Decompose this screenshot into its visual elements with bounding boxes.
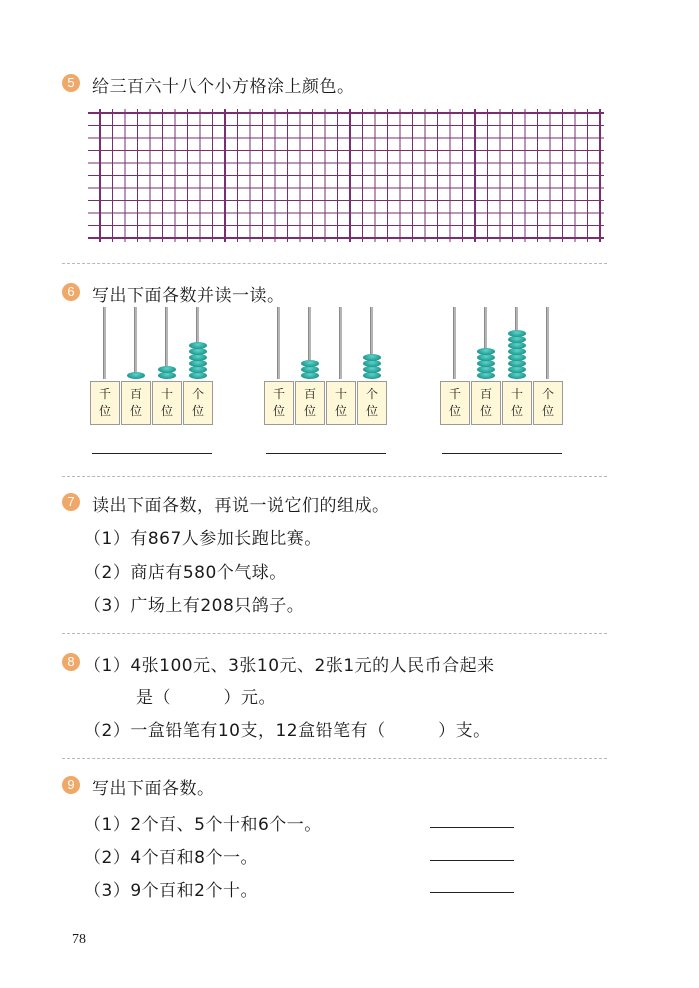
abacus-3 — [440, 305, 564, 425]
divider — [62, 633, 607, 634]
abacus-bead — [189, 342, 207, 349]
abacus-bead — [158, 366, 176, 373]
abacus-bead — [363, 372, 381, 379]
coloring-grid[interactable] — [88, 107, 610, 243]
abacus-bead — [508, 366, 526, 373]
abacus-bead — [189, 372, 207, 379]
divider — [62, 476, 607, 477]
place-value-label: 个 位 — [183, 381, 213, 425]
abacus-2 — [264, 305, 388, 425]
question-9-item-1: （1）2个百、5个十和6个一。 — [84, 815, 322, 835]
abacus-bead — [508, 372, 526, 379]
place-value-label: 千 位 — [264, 381, 294, 425]
answer-line-9-1[interactable] — [430, 827, 514, 828]
place-value-label: 十 位 — [502, 381, 532, 425]
abacus-bead — [508, 348, 526, 355]
abacus-bead — [189, 354, 207, 361]
abacus-bead — [508, 360, 526, 367]
question-9-text: 写出下面各数。 — [92, 779, 215, 799]
question-7-badge: 7 — [62, 493, 80, 511]
answer-line-9-3[interactable] — [430, 892, 514, 893]
abacus-rod — [134, 307, 137, 379]
abacus-bead — [508, 342, 526, 349]
abacus-bead — [477, 360, 495, 367]
question-7-text: 读出下面各数，再说一说它们的组成。 — [92, 496, 390, 516]
abacus-bead — [189, 360, 207, 367]
place-value-label: 个 位 — [533, 381, 563, 425]
question-7-item-3: （3）广场上有208只鸽子。 — [84, 596, 305, 616]
page-number: 78 — [72, 932, 86, 947]
place-value-label: 千 位 — [90, 381, 120, 425]
answer-line-abacus-3[interactable] — [442, 453, 562, 454]
abacus-bead — [508, 330, 526, 337]
place-value-label: 千 位 — [440, 381, 470, 425]
abacus-bead — [477, 372, 495, 379]
abacus-bead — [363, 360, 381, 367]
place-value-label: 百 位 — [471, 381, 501, 425]
abacus-rod — [546, 307, 549, 379]
question-8-item-2: （2）一盒铅笔有10支，12盒铅笔有（ ）支。 — [84, 721, 491, 741]
question-6-text: 写出下面各数并读一读。 — [92, 286, 285, 306]
abacus-rod — [277, 307, 280, 379]
answer-line-abacus-1[interactable] — [92, 453, 212, 454]
abacus-bead — [189, 366, 207, 373]
abacus-bead — [508, 354, 526, 361]
abacus-rod — [103, 307, 106, 379]
abacus-bead — [508, 336, 526, 343]
question-9-badge: 9 — [62, 776, 80, 794]
divider — [62, 758, 607, 759]
question-6-badge: 6 — [62, 283, 80, 301]
question-7-item-1: （1）有867人参加长跑比赛。 — [84, 529, 322, 549]
abacus-bead — [127, 372, 145, 379]
question-9-item-3: （3）9个百和2个十。 — [84, 881, 258, 901]
abacus-1 — [90, 305, 214, 425]
abacus-bead — [363, 354, 381, 361]
abacus-bead — [477, 354, 495, 361]
place-value-label: 个 位 — [357, 381, 387, 425]
abacus-bead — [301, 360, 319, 367]
place-value-label: 百 位 — [295, 381, 325, 425]
question-7-item-2: （2）商店有580个气球。 — [84, 563, 287, 583]
abacus-rod — [453, 307, 456, 379]
question-5-badge: 5 — [62, 74, 80, 92]
place-value-label: 十 位 — [326, 381, 356, 425]
question-5-text: 给三百六十八个小方格涂上颜色。 — [92, 77, 355, 97]
question-9-item-2: （2）4个百和8个一。 — [84, 848, 258, 868]
abacus-bead — [158, 372, 176, 379]
place-value-label: 十 位 — [152, 381, 182, 425]
question-8-badge: 8 — [62, 653, 80, 671]
abacus-bead — [477, 348, 495, 355]
question-8-item-1-line-2: 是（ ）元。 — [136, 688, 276, 708]
abacus-bead — [301, 366, 319, 373]
abacus-rod — [339, 307, 342, 379]
question-8-item-1-line-1: （1）4张100元、3张10元、2张1元的人民币合起来 — [84, 656, 495, 676]
abacus-bead — [301, 372, 319, 379]
place-value-label: 百 位 — [121, 381, 151, 425]
abacus-bead — [477, 366, 495, 373]
abacus-bead — [363, 366, 381, 373]
divider — [62, 263, 607, 264]
answer-line-abacus-2[interactable] — [266, 453, 386, 454]
abacus-bead — [189, 348, 207, 355]
answer-line-9-2[interactable] — [430, 860, 514, 861]
